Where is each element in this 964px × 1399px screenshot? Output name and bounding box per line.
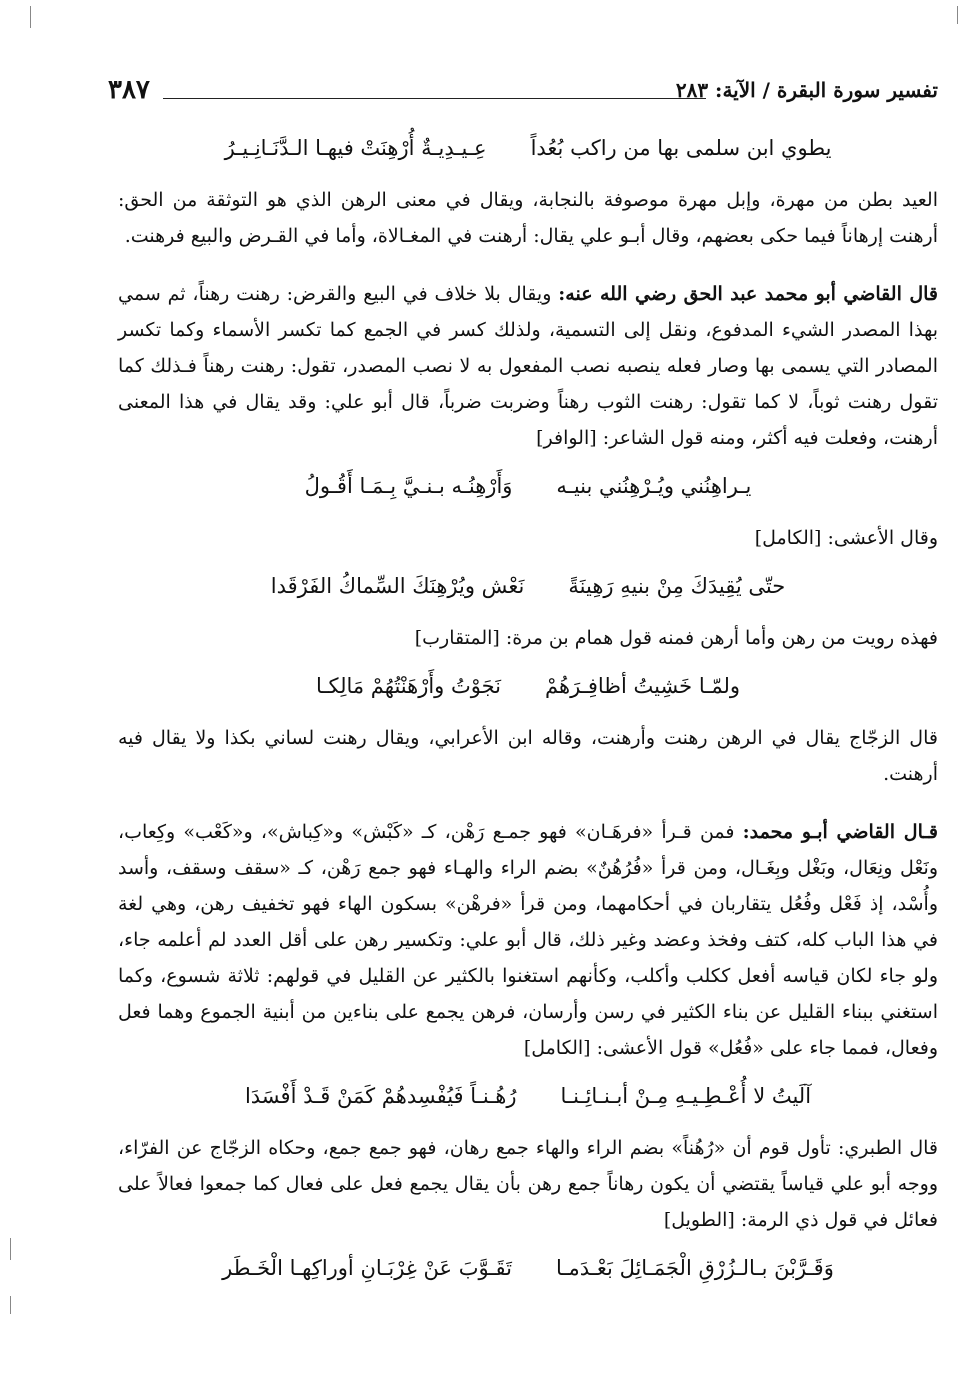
verse-first-hemistich: وَقَـرَّبْنَ بـالـزُرْقِ الْجَمَـائِلَ بَعْـدَمـا bbox=[555, 1256, 834, 1280]
paragraph-text: فمن قـرأ «فرهَـان» فهو جمـع رَهْن، كـ «كَبْش» و«كِباش»، و«كَعْب» وكِعاب، ونَعْل ونِعَال، وبَغْل وبِغَـال، ومن قرأ «فُرُهُنٌ» بضم الراء والهـاء فهو جمع رَهْن، كـ «سقف وسقف، وأسد وأُسْد، إذ فَعْل وفُعُل يتقاربان في أحكامهما، ومن قرأ «فرهْن» بسكون الهاء فهو تخفيف رهن، وهي لغة في هذا الباب كله، كتف وفخذ وعضد وغير ذلك، قال أبو علي: وتكسير رهن على أقل العدد لم أعلمه جاء، ولو جاء لكان قياسه أفعل ككلب وأكلب، وكأنهم استغنوا بالكثير عن القليل في قولهم: ثلاثة شسوع، وكما استغني ببناء القليل عن بناء الكثير في رسن وأرسان، فرهن يجمع على بناءين من أبنية الجموع وهما فعل وفعال، فمما جاء على «فُعُل» قول الأعشى: [الكامل] bbox=[118, 821, 938, 1059]
paragraph-lead: قال القاضي أبو محمد عبد الحق رضي الله عنه: bbox=[558, 283, 938, 305]
header-rule bbox=[163, 98, 706, 99]
paragraph-text: ويقال بلا خلاف في البيع والقرض: رهنت رهناً، ثم سمي بهذا المصدر الشيء المدفوع، ونقل إلى التسمية، ولذلك كسر في الجمع كما تكسر الأسماء وكما تكسر المصادر التي يسمى بها وصار فعله ينصبه نصب المفعول به لا نصب المصدر، تقول: رهنت رهناً فـذلك كما تقول رهنت ثوباً، لا كما تقول: رهنت الثوب رهناً وضربت ضرباً، قال أبو علي: وقد يقال في هذا المعنى أرهنت، وفعلت فيه أكثر، ومنه قول الشاعر: [الوافر] bbox=[118, 283, 938, 449]
paragraph bbox=[118, 814, 938, 1066]
verse-first-hemistich: ولمّـا خَشِيتُ أظافِـرَهُمْ bbox=[545, 674, 741, 698]
scan-margin-mark bbox=[10, 1238, 11, 1260]
verse-second-hemistich: تَقَـوَّبَ عَنْ غِرْبَـانِ أوراكِهـا الْخَـطَر bbox=[222, 1256, 512, 1280]
page-body bbox=[118, 118, 938, 1302]
paragraph bbox=[118, 276, 938, 456]
scan-margin-mark bbox=[10, 1296, 11, 1314]
page-number: ٣٨٧ bbox=[108, 75, 150, 105]
verse-line bbox=[118, 1074, 938, 1118]
paragraph: العيد بطن من مهرة، وإبل مهرة موصوفة بالنجابة، ويقال في معنى الرهن الذي هو التوثقة من الحق: أرهنت إرهاناً فيما حكى بعضهم، وقال أبـو علي يقال: أرهنت في المغـالاة، وأما في القـرض والبيع فرهنت. bbox=[118, 189, 938, 247]
scan-margin-mark bbox=[957, 6, 958, 24]
verse-second-hemistich: نَعْش ويُرْهِنَكَ السِّماكُ الفَرْقَدا bbox=[270, 574, 525, 598]
verse-line bbox=[118, 464, 938, 508]
verse-line bbox=[118, 1246, 938, 1290]
paragraph: قال الزجّاج يقال في الرهن رهنت وأرهنت، وقاله ابن الأعرابي، ويقال رهنت لساني بكذا ولا يقال فيه أرهنت. bbox=[118, 727, 938, 785]
verse-second-hemistich: عِـيـدِيـةٌ أُرْهِنَتْ فيهـا الـدَّنَـانِـيـرُ bbox=[224, 136, 487, 160]
paragraph-lead: قـال القاضي أبـو محمد: bbox=[742, 821, 939, 843]
verse-first-hemistich: يـراهِنُني ويُـرْهِنُني بنيـه bbox=[556, 474, 752, 498]
scan-margin-mark bbox=[30, 6, 31, 28]
verse-line bbox=[118, 564, 938, 608]
paragraph: فهذه رويت من رهن وأما أرهن فمنه قول همام بن مرة: [المتقارب] bbox=[414, 627, 938, 649]
verse-second-hemistich: نَجَوْتُ وأَرْهَنْتُهُمْ مَالِكـا bbox=[315, 674, 502, 698]
verse-first-hemistich: آلَيتُ لا أُعْـطِـيـهِ مِـنْ أبـنـائِـنـا bbox=[560, 1084, 812, 1108]
verse-second-hemistich: رُهُـنـاً فَيُفْسِدهُمْ كَمَنْ قَـدْ أَفْسَدَا bbox=[244, 1084, 517, 1108]
verse-line bbox=[118, 126, 938, 170]
verse-line bbox=[118, 664, 938, 708]
verse-first-hemistich: يطوي ابن سلمى بها من راكب بُعُداً bbox=[530, 136, 832, 160]
page-header bbox=[108, 72, 938, 112]
paragraph: قال الطبري: تأول قوم أن «رُهُناً» بضم الراء والهاء جمع رهان، فهو جمع جمع، وحكاه الزجّاج عن الفرّاء، ووجه أبو علي قياساً يقتضي أن يكون رهاناً جمع رهن بأن يقال يجمع فعل على فعال كما جمعوا فعالاً على فعائل في قول ذي الرمة: [الطويل] bbox=[118, 1137, 938, 1231]
paragraph: وقال الأعشى: [الكامل] bbox=[754, 527, 938, 549]
running-head: تفسير سورة البقرة / الآية: ٢٨٣ bbox=[675, 78, 938, 102]
verse-first-hemistich: حتّى يُقِيدَكَ مِنْ بنيهِ رَهِينَةً bbox=[568, 574, 786, 598]
verse-second-hemistich: وَأَرْهِنُـه بـنـيَّ بِـمَـا أَقُـولُ bbox=[304, 474, 513, 498]
